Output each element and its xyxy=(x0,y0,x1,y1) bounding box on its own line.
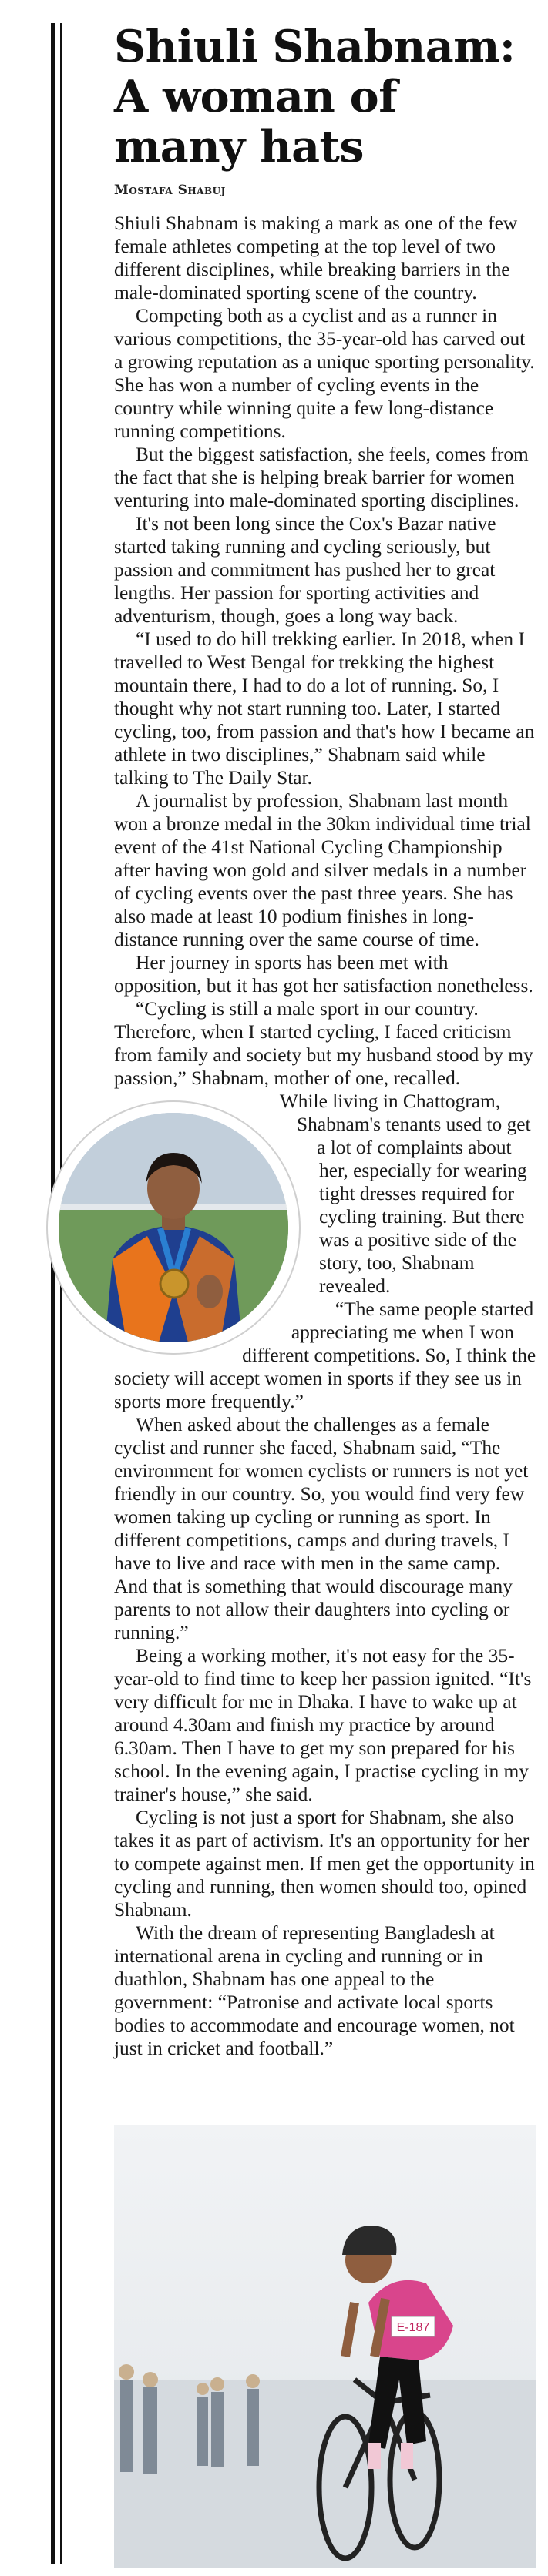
paragraph: When asked about the challenges as a female cyclist and runner she faced, Shabnam said, “The environment for women cyclists or runners is not yet friendly in our country. So, you would find very few women taking up cycling or running as sport. In different competitions, camps and during travels, I have to live and race with men in the same camp. And that is something that would discourage many parents to not allow their daughters into cycling or running.” xyxy=(114,1414,529,1643)
headline-line-1: Shiuli Shabnam: xyxy=(114,21,516,72)
column-rule-thick xyxy=(51,23,55,2564)
cycling-photo xyxy=(114,2125,536,2568)
paragraph: Being a working mother, it's not easy for the 35-year-old to find time to keep her passion ignited. “It's very difficult for me in Dhaka. I have to wake up at around 4.30am and finish my practice by around 6.30am. Then I have to get my son prepared for his school. In the evening again, I practise cycling in my trainer's house,” she said. xyxy=(114,1645,532,1805)
paragraph: “The same people started appreciating me when I won different competitions. So, I think the society will accept women in sports if they see us in sports more frequently.” xyxy=(114,1298,536,1412)
paragraph: A journalist by profession, Shabnam last month won a bronze medal in the 30km individual time trial event of the 41st National Cycling Championship after having won gold and silver medals in a number of cycling events over the past three years. She has also made at least 10 podium finishes in long-distance running over the same course of time. xyxy=(114,790,531,950)
cyclist-illustration xyxy=(114,2125,536,2568)
paragraph: Her journey in sports has been met with opposition, but it has got her satisfaction nonetheless. xyxy=(114,952,533,997)
paragraph: But the biggest satisfaction, she feels, comes from the fact that she is helping break barrier for women venturing into male-dominated sporting disciplines. xyxy=(114,444,529,511)
headline-line-3: many hats xyxy=(114,121,364,173)
column-rule-thin xyxy=(60,23,62,2564)
paragraph: Competing both as a cyclist and as a runner in various competitions, the 35-year-old has carved out a growing reputation as a unique sporting personality. She has won a number of cycling events in the country while winning quite a few long-distance running competitions. xyxy=(114,305,535,442)
headline xyxy=(114,22,536,172)
race-bib-number: E-187 xyxy=(396,2321,430,2334)
paragraph: With the dream of representing Bangladesh at international arena in cycling and running or in duathlon, Shabnam has one appeal to the government: “Patronise and activate local sports bodies to accommodate and encourage women, not just in cricket and football.” xyxy=(114,1922,515,2059)
portrait-inset xyxy=(46,1100,301,1355)
athlete-portrait-illustration xyxy=(59,1113,288,1342)
paragraph: “Cycling is still a male sport in our country. Therefore, when I started cycling, I faced criticism from family and society but my husband stood by my passion,” Shabnam, mother of one, recalled. xyxy=(114,998,533,1089)
paragraph: “I used to do hill trekking earlier. In 2018, when I travelled to West Bengal for trekking the highest mountain there, I had to do a lot of running. So, I thought why not start running too. Later, I started cycling, too, from passion and that's how I became an athlete in two disciplines,” Shabnam said while talking to The Daily Star. xyxy=(114,628,535,789)
article-column xyxy=(114,22,536,2060)
portrait-photo xyxy=(59,1113,288,1342)
author-name: Mostafa Shabuj xyxy=(114,183,226,198)
paragraph: Cycling is not just a sport for Shabnam, she also takes it as part of activism. It's an opportunity for her to compete against men. If men get the opportunity in cycling and running, then women should too, opined Shabnam. xyxy=(114,1807,535,1921)
paragraph: Shiuli Shabnam is making a mark as one of the few female athletes competing at the top level of two different disciplines, while breaking barriers in the male-dominated sporting scene of the country. xyxy=(114,213,518,303)
headline-line-2: A woman of xyxy=(114,71,398,122)
byline xyxy=(114,183,536,198)
paragraph: While living in Chattogram, Shabnam's tenants used to get a lot of complaints about her, especially for wearing tight dresses required for cycling training. But there was a positive side of the story, too, Shabnam revealed. xyxy=(279,1090,531,1297)
article-body xyxy=(114,212,536,2060)
paragraph: It's not been long since the Cox's Bazar native started taking running and cycling seriously, but passion and commitment has pushed her to great lengths. Her passion for sporting activities and adventurism, though, goes a long way back. xyxy=(114,513,496,627)
